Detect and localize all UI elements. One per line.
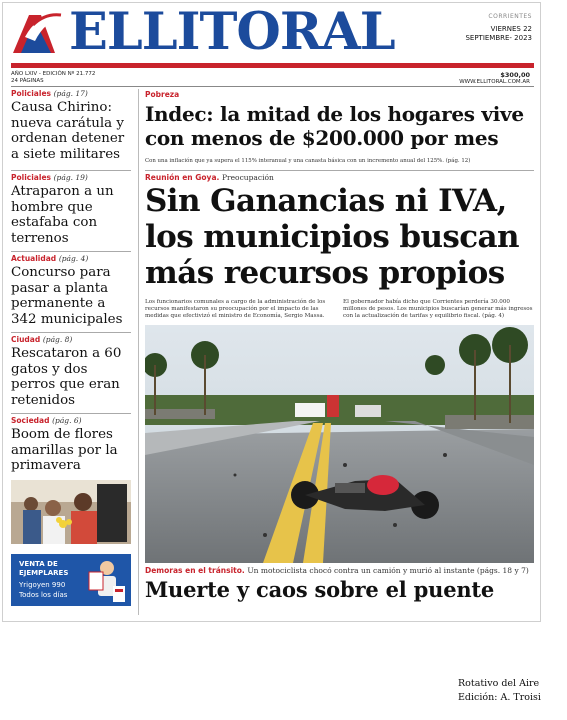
sidebar-divider — [11, 251, 131, 252]
sidebar-kicker: Policiales (pág. 17) — [11, 89, 88, 98]
sidebar-divider — [11, 332, 131, 333]
story-kicker: Demoras en el tránsito. Un motociclista chocó contra un camión y murió al instante (págs. 18 y 7) — [145, 566, 529, 575]
story-bridge[interactable] — [145, 566, 535, 603]
website: WWW.ELLITORAL.COM.AR — [459, 79, 530, 85]
story-poverty[interactable] — [145, 90, 535, 165]
sidebar-headline: Concurso para pasar a planta permanente a 342 municipales — [11, 265, 123, 327]
story-kicker: Reunión en Goya. Preocupación — [145, 173, 274, 182]
sidebar-kicker: Ciudad (pág. 8) — [11, 335, 73, 344]
sidebar-kicker: Actualidad (pág. 4) — [11, 254, 89, 263]
logo-emblem-icon — [11, 7, 65, 55]
story-headline: Muerte y caos sobre el puente — [145, 577, 495, 602]
sidebar-item[interactable] — [11, 416, 131, 474]
story-divider — [145, 170, 534, 171]
sidebar-kicker: Policiales (pág. 19) — [11, 173, 88, 182]
price: $300,00 — [500, 71, 530, 79]
story-col-2: El gobernador había dicho que Corrientes perdería 30.000 millones de pesos. Los municipios buscarían generar más ingresos con la actualización de tarifas y equilibrio fiscal. (pág. 4) — [343, 299, 533, 319]
newspaper-vendor-icon — [87, 558, 127, 604]
ad-address: Yrigoyen 990 — [19, 581, 66, 589]
page-count: 24 PÁGINAS — [11, 78, 44, 84]
story-headline: Indec: la mitad de los hogares vive con menos de $200.000 por mes — [145, 102, 524, 150]
sidebar-item[interactable] — [11, 173, 131, 246]
story-kicker: Pobreza — [145, 90, 180, 99]
sidebar-item[interactable] — [11, 254, 131, 327]
story-summary: Con una inflación que ya supera el 115% interanual y una canasta básica con un incremento anual del 125%. (pág. 12) — [145, 158, 471, 164]
masthead — [3, 3, 541, 63]
sidebar-divider — [11, 170, 131, 171]
sidebar-item[interactable] — [11, 335, 131, 408]
story-headline: Sin Ganancias ni IVA, los municipios buscan más recursos propios — [145, 183, 519, 291]
masthead-date-day: VIERNES 22 — [490, 25, 532, 33]
accident-photo[interactable] — [145, 325, 534, 563]
flowers-photo[interactable] — [11, 480, 131, 544]
masthead-date-month: SEPTIEMBRE- 2023 — [465, 34, 532, 42]
sales-ad[interactable] — [11, 554, 131, 606]
sidebar-headline: Causa Chirino: nueva carátula y ordenan detener a siete militares — [11, 100, 125, 162]
edition-info: AÑO LXIV - EDICIÓN Nº 21.772 — [11, 71, 96, 77]
sidebar-headline: Boom de flores amarillas por la primavera — [11, 427, 118, 473]
sidebar-headline: Atraparon a un hombre que estafaba con terrenos — [11, 184, 114, 246]
masthead-title: ELLITORAL — [69, 2, 395, 62]
column-divider — [138, 89, 139, 615]
sidebar-item[interactable] — [11, 89, 131, 162]
top-divider — [11, 86, 534, 87]
ad-schedule: Todos los días — [19, 591, 68, 599]
masthead-location: CORRIENTES — [488, 13, 532, 20]
sidebar-divider — [11, 413, 131, 414]
credit-line-1: Rotativo del Aire — [458, 678, 540, 689]
people-photo-icon — [11, 480, 131, 544]
masthead-red-rule — [11, 63, 534, 68]
motorcycle-crash-photo-icon — [145, 325, 534, 563]
story-municipalities[interactable] — [145, 173, 535, 329]
sidebar-headline: Rescataron a 60 gatos y dos perros que eran retenidos — [11, 346, 122, 408]
front-page — [2, 2, 541, 622]
ad-line: EJEMPLARES — [19, 569, 69, 577]
story-col-1: Los funcionarios comunales a cargo de la administración de los recursos manifestaron su preocupación por el impacto de las medidas que efectivizó el ministro de Economía, Sergio Massa. — [145, 299, 326, 319]
sidebar-kicker: Sociedad (pág. 6) — [11, 416, 82, 425]
credit-line-2: Edición: A. Troisi — [458, 692, 541, 703]
ad-line: VENTA DE — [19, 560, 58, 568]
